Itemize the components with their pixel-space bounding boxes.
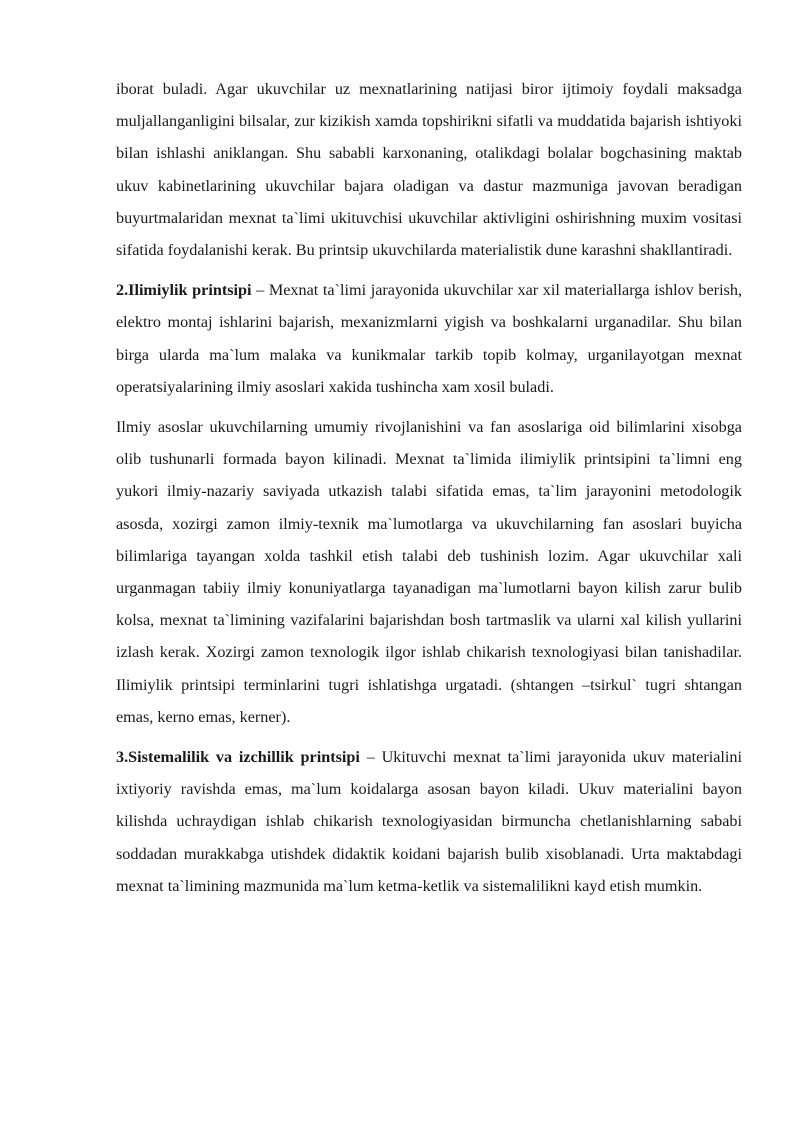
section-2-text: – Mexnat ta`limi jarayonida ukuvchilar xar xil materiallarga ishlov berish, elektro montaj ishlarini bajarish, mexanizmlarni yigish va boshkalarni urganadilar. Shu bilan birga ularda ma`lum malaka va kunikmalar tarkib topib kolmay, urganilayotgan mexnat operatsiyalarining ilmiy asoslari xakida tushincha xam xosil buladi. (116, 281, 743, 396)
section-3-heading: 3.Sistemalilik va izchillik printsipi (116, 748, 360, 767)
section-3-text: – Ukituvchi mexnat ta`limi jarayonida ukuv materialini ixtiyoriy ravishda emas, ma`lum koidalarga asosan bayon kiladi. Ukuv materialini bayon kilishda uchraydigan ishlab chikarish texnologiyasidan birmuncha chetlanishlarning sababi soddadan murakkabga utishdek didaktik koidani bajarish bulib xisoblanadi. Urta maktabdagi mexnat ta`limining mazmunida ma`lum ketma-ketlik va sistemalilikni kayd etish mumkin. (116, 748, 742, 895)
paragraph-3: Ilmiy asoslar ukuvchilarning umumiy rivojlanishini va fan asoslariga oid bilimlarini xisobga olib tushunarli formada bayon kilinadi. Mexnat ta`limida ilimiylik printsipini ta`limni eng yukori ilmiy-nazariy saviyada utkazish talabi sifatida emas, ta`lim jarayonini metodologik asosda, xozirgi zamon ilmiy-texnik ma`lumotlarga va ukuvchilarning fan asoslari buyicha bilimlariga tayangan xolda tashkil etish talabi deb tushinish lozim. Agar ukuvchilar xali urganmagan tabiiy ilmiy konuniyatlarga tayanadigan ma`lumotlarni bayon kilish zarur bulib kolsa, mexnat ta`limining vazifalarini bajarishdan bosh tartmaslik va ularni xal kilish yullarini izlash kerak. Xozirgi zamon texnologik ilgor ishlab chikarish texnologiyasi bilan tanishadilar. Ilimiylik printsipi terminlarini tugri ishlatishga urgatadi. (shtangen –tsirkul` tugri shtangan emas, kerno emas, kerner). (116, 418, 742, 726)
section-2-paragraph (116, 274, 742, 403)
paragraph-1: iborat buladi. Agar ukuvchilar uz mexnatlarining natijasi biror ijtimoiy foydali maksadga muljallanganligini bilsalar, zur kizikish xamda topshirikni sifatli va muddatida bajarish ishtiyoki bilan ishlashi aniklangan. Shu sababli karxonaning, otalikdagi bolalar bogchasining maktab ukuv kabinetlarining ukuvchilar bajara oladigan va dastur mazmuniga javovan beradigan buyurtmalaridan mexnat ta`limi ukituvchisi ukuvchilar aktivligini oshirishning muxim vositasi sifatida foydalanishi kerak. Bu printsip ukuvchilarda materialistik dune karashni shakllantiradi. (116, 80, 742, 260)
section-2-heading: 2.Ilimiylik printsipi (116, 281, 252, 300)
document-page (116, 73, 742, 910)
section-3-paragraph (116, 741, 742, 902)
